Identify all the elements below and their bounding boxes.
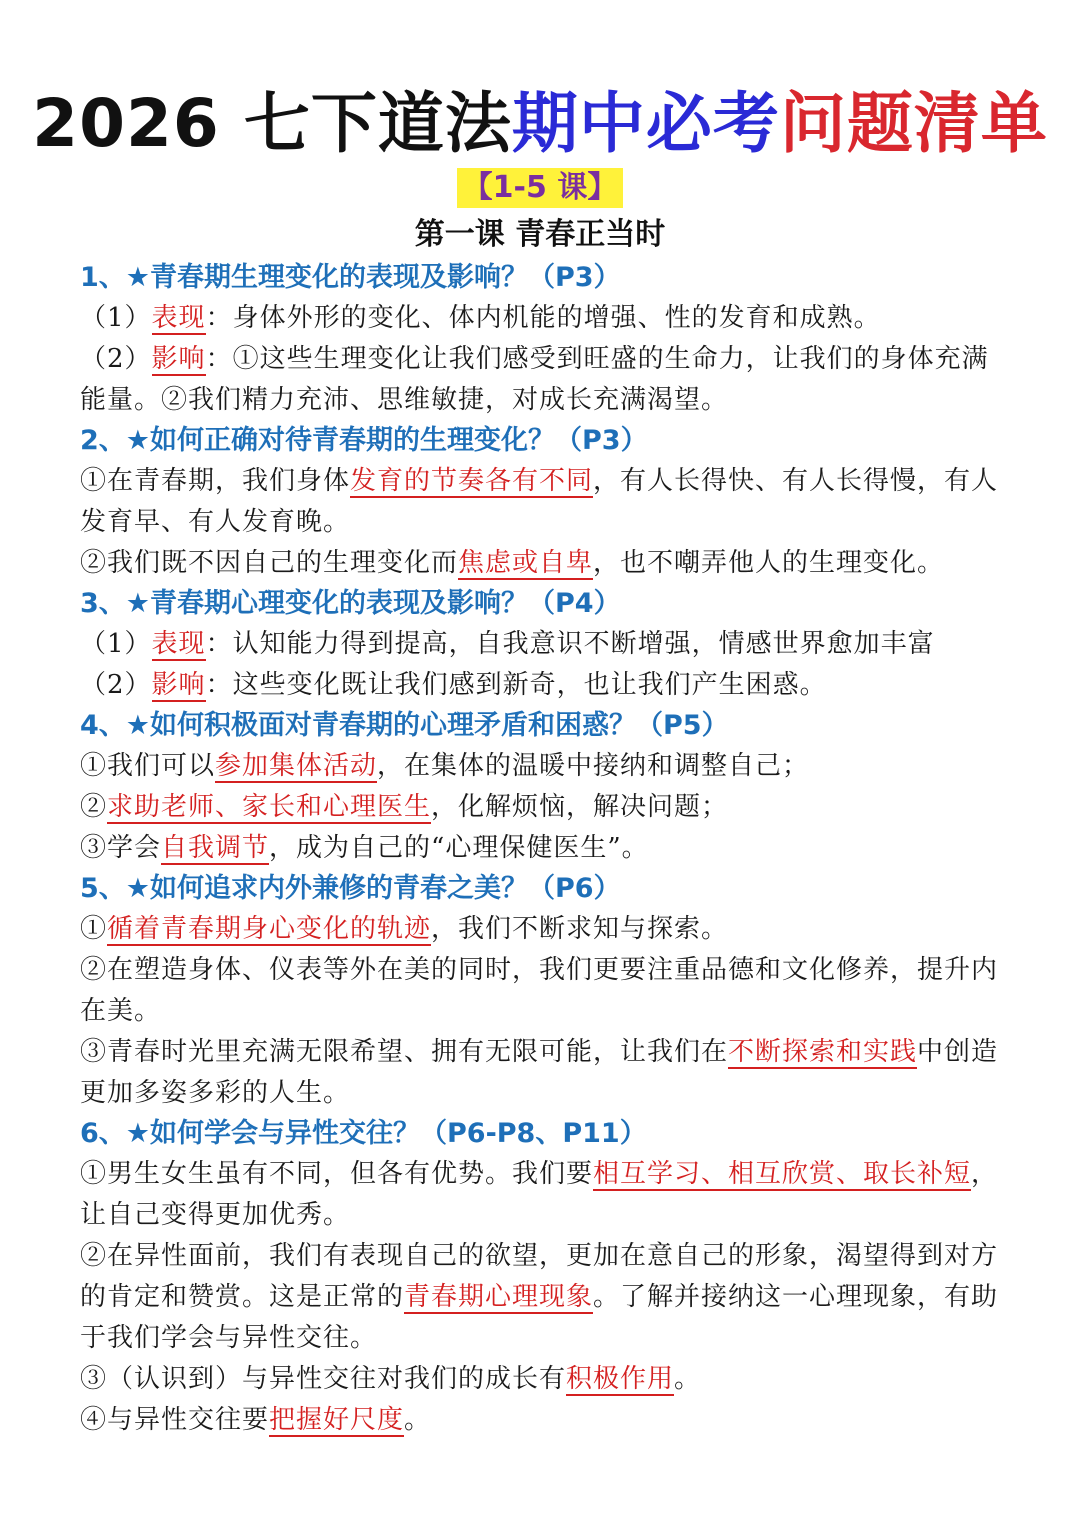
key-phrase-highlight: 表现 — [151, 303, 206, 333]
answer-text: ③（认识到）与异性交往对我们的成长有 — [80, 1364, 567, 1394]
answer-text: ：身体外形的变化、体内机能的增强、性的发育和成熟。 — [205, 303, 881, 333]
answer-text: ：认知能力得到提高，自我意识不断增强，情感世界愈加丰富 — [205, 629, 935, 659]
answer-text: ，有人长得快、有人长得慢，有人发育早、有人发育晚。 — [80, 466, 999, 537]
key-phrase-highlight: 自我调节 — [161, 833, 270, 863]
answer-text: ，在集体的温暖中接纳和调整自己； — [377, 751, 810, 781]
title-part-black: 2026 七下道法 — [32, 85, 512, 162]
key-phrase-highlight: 影响 — [151, 670, 206, 700]
answer-paragraph — [80, 1032, 1000, 1114]
key-phrase-highlight: 青春期心理现象 — [404, 1282, 594, 1312]
answer-text: ② — [80, 792, 108, 822]
answer-text: ①我们可以 — [80, 751, 216, 781]
key-phrase-highlight: 不断探索和实践 — [728, 1037, 918, 1067]
answer-text: ②我们既不因自己的生理变化而 — [80, 548, 459, 578]
answer-paragraph — [80, 624, 1000, 665]
question-heading: 5、★如何追求内外兼修的青春之美？（P6） — [80, 873, 621, 904]
answer-text: ④与异性交往要 — [80, 1405, 270, 1435]
key-phrase-highlight: 循着青春期身心变化的轨迹 — [107, 914, 432, 944]
answer-text: ①男生女生虽有不同，但各有优势。我们要 — [80, 1159, 594, 1189]
answer-paragraph — [80, 298, 1000, 339]
key-phrase-highlight: 参加集体活动 — [215, 751, 378, 781]
subtitle-badge: 【1-5 课】 — [457, 168, 624, 208]
question-heading: 2、★如何正确对待青春期的生理变化？（P3） — [80, 425, 648, 456]
key-phrase-highlight: 表现 — [151, 629, 206, 659]
answer-paragraph — [80, 543, 1000, 584]
key-phrase-highlight: 发育的节奏各有不同 — [350, 466, 594, 496]
key-phrase-highlight: 焦虑或自卑 — [458, 548, 594, 578]
question-heading: 6、★如何学会与异性交往？（P6-P8、P11） — [80, 1118, 647, 1149]
answer-text: （1） — [80, 303, 152, 333]
answer-text: （2） — [80, 670, 152, 700]
question-heading: 4、★如何积极面对青春期的心理矛盾和困惑？（P5） — [80, 710, 729, 741]
question-list — [80, 258, 1000, 1441]
answer-text: ，化解烦恼，解决问题； — [431, 792, 729, 822]
answer-text: ：这些变化既让我们感到新奇，也让我们产生困惑。 — [205, 670, 827, 700]
answer-text: ②在塑造身体、仪表等外在美的同时，我们更要注重品德和文化修养，提升内在美。 — [80, 955, 999, 1026]
lesson-title: 第一课 青春正当时 — [414, 217, 666, 252]
answer-text: 中创造更加多姿多彩的人生。 — [80, 1037, 999, 1108]
answer-paragraph — [80, 787, 1000, 828]
answer-paragraph — [80, 746, 1000, 787]
answer-paragraph — [80, 950, 1000, 1032]
answer-paragraph — [80, 1154, 1000, 1236]
answer-text: ③学会 — [80, 833, 162, 863]
answer-text: ，让自己变得更加优秀。 — [80, 1159, 999, 1230]
answer-paragraph — [80, 339, 1000, 421]
page-title — [0, 82, 1080, 166]
answer-paragraph — [80, 1359, 1000, 1400]
answer-paragraph — [80, 461, 1000, 543]
title-part-red: 问题清单 — [779, 85, 1048, 162]
answer-paragraph — [80, 1400, 1000, 1441]
answer-text: 。 — [404, 1405, 432, 1435]
answer-text: ，我们不断求知与探索。 — [431, 914, 729, 944]
answer-text: ①在青春期，我们身体 — [80, 466, 351, 496]
answer-text: （2） — [80, 344, 152, 374]
answer-paragraph — [80, 909, 1000, 950]
title-part-blue: 期中必考 — [511, 85, 780, 162]
question-heading: 1、★青春期生理变化的表现及影响？（P3） — [80, 262, 621, 293]
answer-paragraph — [80, 828, 1000, 869]
answer-text: ②在异性面前，我们有表现自己的欲望，更加在意自己的形象，渴望得到对方的肯定和赞赏。这是正常的 — [80, 1241, 999, 1312]
answer-text: ① — [80, 914, 108, 944]
answer-text: ，成为自己的“心理保健医生”。 — [269, 833, 649, 863]
key-phrase-highlight: 影响 — [151, 344, 206, 374]
answer-text: ：①这些生理变化让我们感受到旺盛的生命力，让我们的身体充满能量。②我们精力充沛、思维敏捷，对成长充满渴望。 — [80, 344, 989, 415]
answer-paragraph — [80, 1236, 1000, 1359]
key-phrase-highlight: 相互学习、相互欣赏、取长补短 — [593, 1159, 972, 1189]
key-phrase-highlight: 积极作用 — [566, 1364, 675, 1394]
subtitle-wrap — [0, 168, 1080, 208]
answer-text: （1） — [80, 629, 152, 659]
answer-text: 。 — [674, 1364, 702, 1394]
key-phrase-highlight: 求助老师、家长和心理医生 — [107, 792, 432, 822]
answer-text: ③青春时光里充满无限希望、拥有无限可能，让我们在 — [80, 1037, 729, 1067]
answer-paragraph — [80, 665, 1000, 706]
answer-text: 。了解并接纳这一心理现象，有助于我们学会与异性交往。 — [80, 1282, 999, 1353]
answer-text: ，也不嘲弄他人的生理变化。 — [593, 548, 945, 578]
question-heading: 3、★青春期心理变化的表现及影响？（P4） — [80, 588, 621, 619]
key-phrase-highlight: 把握好尺度 — [269, 1405, 405, 1435]
